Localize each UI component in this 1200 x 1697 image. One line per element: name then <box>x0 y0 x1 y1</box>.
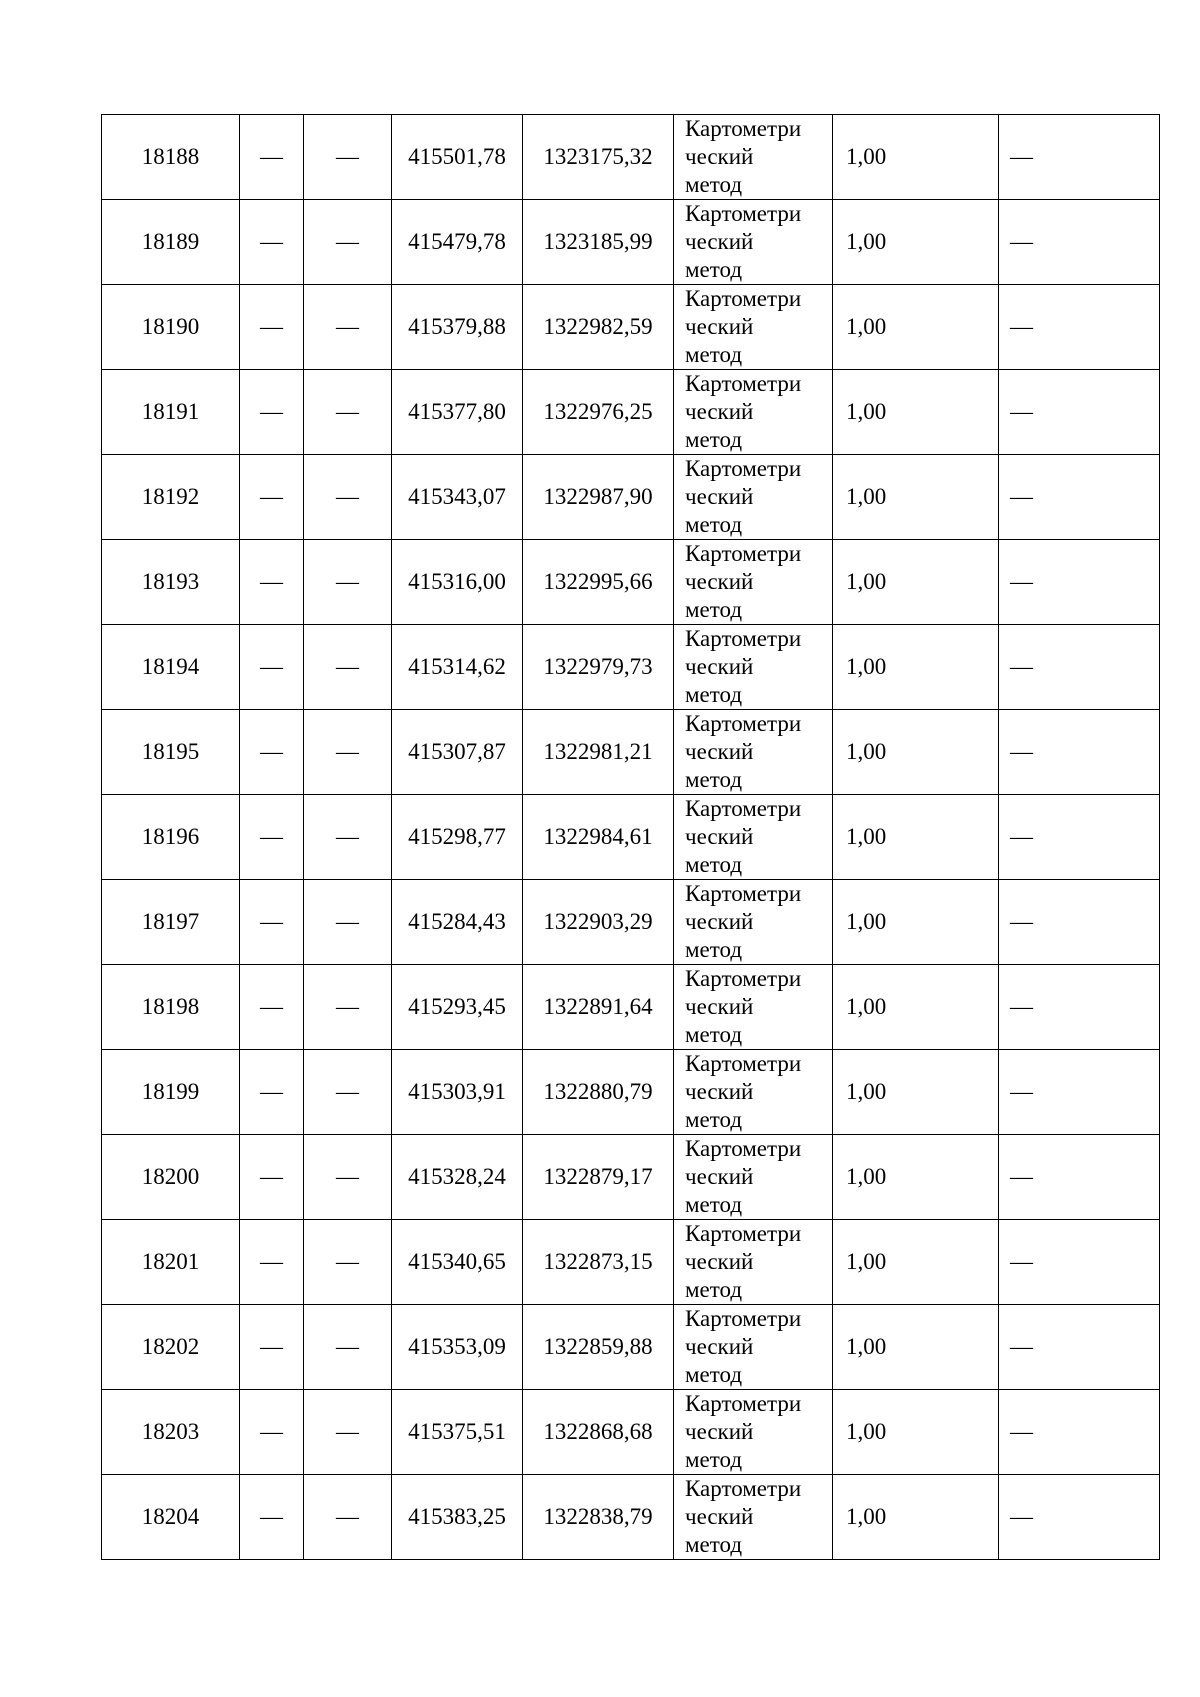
empty-y-cell: — <box>304 795 392 880</box>
empty-description-cell: — <box>999 795 1160 880</box>
empty-y-cell: — <box>304 285 392 370</box>
error-value-cell: 1,00 <box>833 370 999 455</box>
empty-x-cell: — <box>240 115 304 200</box>
method-text-line: ческий <box>685 484 754 509</box>
x-coordinate-cell: 415379,88 <box>392 285 523 370</box>
method-text-line: ческий <box>685 654 754 679</box>
y-coordinate-cell: 1322984,61 <box>523 795 674 880</box>
empty-y-cell: — <box>304 1050 392 1135</box>
method-text-line: ческий <box>685 229 754 254</box>
empty-x-cell: — <box>240 1475 304 1560</box>
x-coordinate-cell: 415307,87 <box>392 710 523 795</box>
method-text-line: Картометри <box>685 1476 802 1501</box>
point-number-cell: 18196 <box>102 795 240 880</box>
y-coordinate-cell: 1322891,64 <box>523 965 674 1050</box>
method-text-line: ческий <box>685 1249 754 1274</box>
point-number-cell: 18191 <box>102 370 240 455</box>
empty-x-cell: — <box>240 370 304 455</box>
y-coordinate-cell: 1322903,29 <box>523 880 674 965</box>
method-text-line: метод <box>685 1447 743 1472</box>
empty-y-cell: — <box>304 965 392 1050</box>
table-row <box>102 795 1160 880</box>
table-row <box>102 200 1160 285</box>
method-cell <box>674 965 833 1050</box>
point-number-cell: 18199 <box>102 1050 240 1135</box>
error-value-cell: 1,00 <box>833 795 999 880</box>
empty-description-cell: — <box>999 115 1160 200</box>
empty-description-cell: — <box>999 710 1160 795</box>
method-cell <box>674 1135 833 1220</box>
method-text-line: ческий <box>685 1164 754 1189</box>
method-text-line: метод <box>685 1277 743 1302</box>
x-coordinate-cell: 415340,65 <box>392 1220 523 1305</box>
empty-x-cell: — <box>240 625 304 710</box>
empty-y-cell: — <box>304 455 392 540</box>
coordinates-table <box>101 114 1160 1560</box>
error-value-cell: 1,00 <box>833 1390 999 1475</box>
point-number-cell: 18193 <box>102 540 240 625</box>
x-coordinate-cell: 415316,00 <box>392 540 523 625</box>
point-number-cell: 18195 <box>102 710 240 795</box>
point-number-cell: 18190 <box>102 285 240 370</box>
method-text-line: ческий <box>685 314 754 339</box>
x-coordinate-cell: 415479,78 <box>392 200 523 285</box>
method-text-line: метод <box>685 1362 743 1387</box>
method-cell <box>674 285 833 370</box>
x-coordinate-cell: 415501,78 <box>392 115 523 200</box>
method-text-line: Картометри <box>685 1221 802 1246</box>
y-coordinate-cell: 1322982,59 <box>523 285 674 370</box>
y-coordinate-cell: 1322987,90 <box>523 455 674 540</box>
table-row <box>102 1475 1160 1560</box>
table-row <box>102 880 1160 965</box>
coordinates-table-body <box>102 115 1160 1560</box>
error-value-cell: 1,00 <box>833 1220 999 1305</box>
empty-y-cell: — <box>304 370 392 455</box>
method-text-line: ческий <box>685 399 754 424</box>
method-text-line: Картометри <box>685 286 802 311</box>
x-coordinate-cell: 415375,51 <box>392 1390 523 1475</box>
method-text-line: ческий <box>685 1334 754 1359</box>
error-value-cell: 1,00 <box>833 1135 999 1220</box>
x-coordinate-cell: 415377,80 <box>392 370 523 455</box>
method-text-line: Картометри <box>685 1051 802 1076</box>
method-text-line: метод <box>685 1532 743 1557</box>
method-text-line: Картометри <box>685 1136 802 1161</box>
method-cell <box>674 370 833 455</box>
point-number-cell: 18204 <box>102 1475 240 1560</box>
error-value-cell: 1,00 <box>833 455 999 540</box>
point-number-cell: 18203 <box>102 1390 240 1475</box>
y-coordinate-cell: 1322879,17 <box>523 1135 674 1220</box>
y-coordinate-cell: 1322880,79 <box>523 1050 674 1135</box>
empty-description-cell: — <box>999 370 1160 455</box>
point-number-cell: 18194 <box>102 625 240 710</box>
point-number-cell: 18189 <box>102 200 240 285</box>
table-row <box>102 1390 1160 1475</box>
table-row <box>102 965 1160 1050</box>
y-coordinate-cell: 1322981,21 <box>523 710 674 795</box>
empty-y-cell: — <box>304 625 392 710</box>
empty-description-cell: — <box>999 1050 1160 1135</box>
empty-y-cell: — <box>304 710 392 795</box>
table-row <box>102 285 1160 370</box>
method-text-line: метод <box>685 682 743 707</box>
method-text-line: метод <box>685 937 743 962</box>
method-text-line: метод <box>685 342 743 367</box>
method-text-line: Картометри <box>685 1306 802 1331</box>
error-value-cell: 1,00 <box>833 710 999 795</box>
empty-x-cell: — <box>240 880 304 965</box>
table-row <box>102 370 1160 455</box>
error-value-cell: 1,00 <box>833 965 999 1050</box>
error-value-cell: 1,00 <box>833 540 999 625</box>
empty-y-cell: — <box>304 880 392 965</box>
method-cell <box>674 115 833 200</box>
method-text-line: ческий <box>685 994 754 1019</box>
method-cell <box>674 710 833 795</box>
method-text-line: метод <box>685 852 743 877</box>
empty-y-cell: — <box>304 1305 392 1390</box>
x-coordinate-cell: 415303,91 <box>392 1050 523 1135</box>
table-row <box>102 540 1160 625</box>
method-cell <box>674 1390 833 1475</box>
y-coordinate-cell: 1322976,25 <box>523 370 674 455</box>
x-coordinate-cell: 415293,45 <box>392 965 523 1050</box>
method-text-line: Картометри <box>685 1391 802 1416</box>
method-cell <box>674 200 833 285</box>
method-cell <box>674 1305 833 1390</box>
method-text-line: Картометри <box>685 881 802 906</box>
method-text-line: метод <box>685 767 743 792</box>
x-coordinate-cell: 415353,09 <box>392 1305 523 1390</box>
method-text-line: метод <box>685 1107 743 1132</box>
point-number-cell: 18192 <box>102 455 240 540</box>
empty-x-cell: — <box>240 540 304 625</box>
empty-description-cell: — <box>999 285 1160 370</box>
table-row <box>102 115 1160 200</box>
empty-y-cell: — <box>304 1135 392 1220</box>
table-row <box>102 1305 1160 1390</box>
method-cell <box>674 540 833 625</box>
empty-x-cell: — <box>240 795 304 880</box>
method-cell <box>674 1220 833 1305</box>
point-number-cell: 18188 <box>102 115 240 200</box>
method-text-line: метод <box>685 597 743 622</box>
error-value-cell: 1,00 <box>833 1050 999 1135</box>
method-text-line: метод <box>685 257 743 282</box>
empty-description-cell: — <box>999 455 1160 540</box>
table-row <box>102 455 1160 540</box>
empty-y-cell: — <box>304 1475 392 1560</box>
method-text-line: метод <box>685 172 743 197</box>
empty-x-cell: — <box>240 965 304 1050</box>
x-coordinate-cell: 415383,25 <box>392 1475 523 1560</box>
method-cell <box>674 1475 833 1560</box>
method-text-line: Картометри <box>685 541 802 566</box>
empty-x-cell: — <box>240 1220 304 1305</box>
empty-description-cell: — <box>999 1220 1160 1305</box>
method-text-line: Картометри <box>685 711 802 736</box>
point-number-cell: 18197 <box>102 880 240 965</box>
point-number-cell: 18200 <box>102 1135 240 1220</box>
method-text-line: ческий <box>685 569 754 594</box>
table-row <box>102 625 1160 710</box>
method-text-line: метод <box>685 1022 743 1047</box>
table-row <box>102 710 1160 795</box>
x-coordinate-cell: 415284,43 <box>392 880 523 965</box>
x-coordinate-cell: 415298,77 <box>392 795 523 880</box>
error-value-cell: 1,00 <box>833 285 999 370</box>
method-text-line: Картометри <box>685 201 802 226</box>
empty-description-cell: — <box>999 1305 1160 1390</box>
empty-y-cell: — <box>304 540 392 625</box>
method-cell <box>674 455 833 540</box>
empty-description-cell: — <box>999 1475 1160 1560</box>
method-text-line: Картометри <box>685 116 802 141</box>
method-text-line: метод <box>685 512 743 537</box>
error-value-cell: 1,00 <box>833 1305 999 1390</box>
empty-x-cell: — <box>240 1135 304 1220</box>
point-number-cell: 18198 <box>102 965 240 1050</box>
method-text-line: ческий <box>685 824 754 849</box>
method-text-line: Картометри <box>685 626 802 651</box>
empty-y-cell: — <box>304 1220 392 1305</box>
empty-y-cell: — <box>304 1390 392 1475</box>
method-cell <box>674 795 833 880</box>
point-number-cell: 18201 <box>102 1220 240 1305</box>
error-value-cell: 1,00 <box>833 625 999 710</box>
empty-x-cell: — <box>240 285 304 370</box>
x-coordinate-cell: 415328,24 <box>392 1135 523 1220</box>
y-coordinate-cell: 1322859,88 <box>523 1305 674 1390</box>
method-text-line: Картометри <box>685 456 802 481</box>
x-coordinate-cell: 415314,62 <box>392 625 523 710</box>
x-coordinate-cell: 415343,07 <box>392 455 523 540</box>
empty-x-cell: — <box>240 455 304 540</box>
y-coordinate-cell: 1322979,73 <box>523 625 674 710</box>
method-cell <box>674 625 833 710</box>
empty-x-cell: — <box>240 1050 304 1135</box>
error-value-cell: 1,00 <box>833 115 999 200</box>
empty-description-cell: — <box>999 1135 1160 1220</box>
empty-description-cell: — <box>999 1390 1160 1475</box>
empty-description-cell: — <box>999 965 1160 1050</box>
y-coordinate-cell: 1322868,68 <box>523 1390 674 1475</box>
y-coordinate-cell: 1323185,99 <box>523 200 674 285</box>
error-value-cell: 1,00 <box>833 1475 999 1560</box>
empty-x-cell: — <box>240 200 304 285</box>
error-value-cell: 1,00 <box>833 200 999 285</box>
method-text-line: ческий <box>685 1504 754 1529</box>
method-cell <box>674 880 833 965</box>
empty-y-cell: — <box>304 115 392 200</box>
y-coordinate-cell: 1323175,32 <box>523 115 674 200</box>
method-text-line: метод <box>685 1192 743 1217</box>
method-text-line: ческий <box>685 144 754 169</box>
error-value-cell: 1,00 <box>833 880 999 965</box>
table-row <box>102 1220 1160 1305</box>
method-text-line: ческий <box>685 1079 754 1104</box>
method-text-line: метод <box>685 427 743 452</box>
empty-x-cell: — <box>240 1390 304 1475</box>
method-text-line: ческий <box>685 1419 754 1444</box>
empty-description-cell: — <box>999 625 1160 710</box>
empty-description-cell: — <box>999 880 1160 965</box>
empty-description-cell: — <box>999 200 1160 285</box>
y-coordinate-cell: 1322873,15 <box>523 1220 674 1305</box>
y-coordinate-cell: 1322838,79 <box>523 1475 674 1560</box>
empty-x-cell: — <box>240 710 304 795</box>
table-row <box>102 1135 1160 1220</box>
method-text-line: ческий <box>685 909 754 934</box>
method-cell <box>674 1050 833 1135</box>
empty-x-cell: — <box>240 1305 304 1390</box>
empty-description-cell: — <box>999 540 1160 625</box>
method-text-line: Картометри <box>685 371 802 396</box>
method-text-line: Картометри <box>685 796 802 821</box>
table-row <box>102 1050 1160 1135</box>
method-text-line: Картометри <box>685 966 802 991</box>
method-text-line: ческий <box>685 739 754 764</box>
y-coordinate-cell: 1322995,66 <box>523 540 674 625</box>
empty-y-cell: — <box>304 200 392 285</box>
point-number-cell: 18202 <box>102 1305 240 1390</box>
